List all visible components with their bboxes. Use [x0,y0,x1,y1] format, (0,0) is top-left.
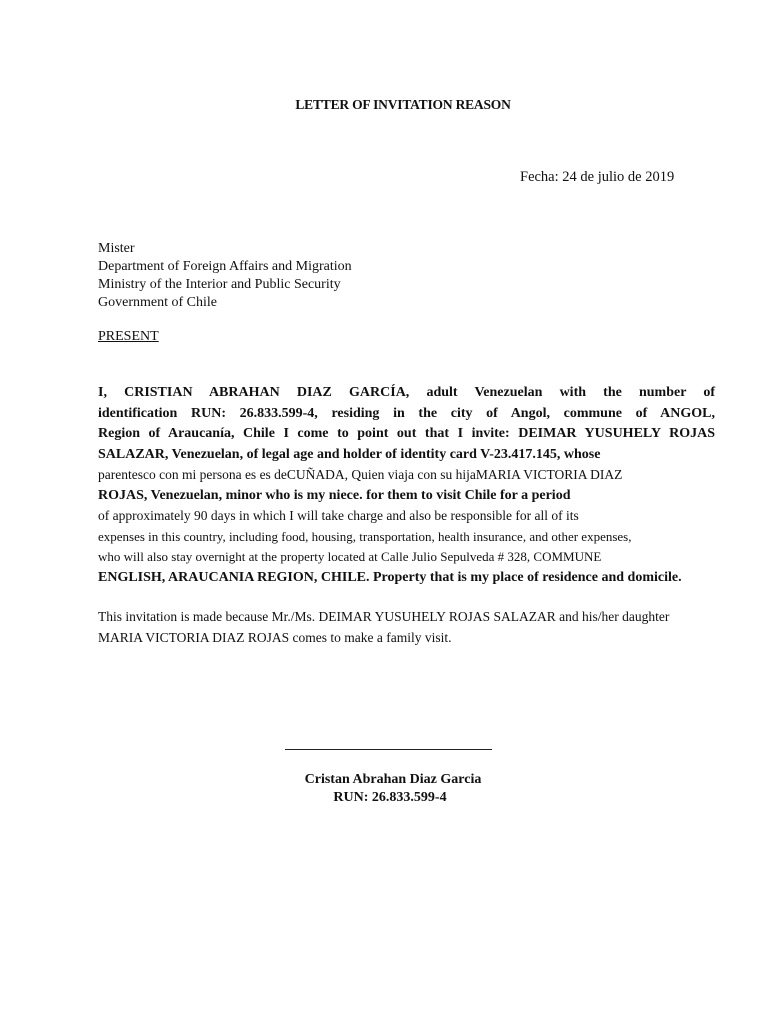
letter-date: Fecha: 24 de julio de 2019 [520,169,675,185]
recipient-line: Department of Foreign Affairs and Migration [98,259,352,274]
invitation-body [98,383,715,588]
recipient-line: Mister [98,241,135,256]
signatory-name: Cristan Abrahan Diaz Garcia [304,772,482,787]
recipient-line: Ministry of the Interior and Public Security [98,277,341,292]
purpose-paragraph: This invitation is made because Mr./Ms. DEIMAR YUSUHELY ROJAS SALAZAR and his/her daughter MARIA VICTORIA DIAZ ROJAS comes to make a family visit. [98,609,670,645]
signatory-run: RUN: 26.833.599-4 [333,790,447,805]
body-line: parentesco con mi persona es es deCUÑADA, Quien viaja con su hijaMARIA VICTORIA DIAZ [98,467,623,482]
letter-title: LETTER OF INVITATION REASON [295,97,511,112]
body-line: ENGLISH, ARAUCANIA REGION, CHILE. Property that is my place of residence and domicile. [98,569,682,585]
signature-line [285,749,492,750]
recipient-line: Government of Chile [98,295,217,310]
body-line: who will also stay overnight at the property located at Calle Julio Sepulveda # 328, COMMUNE [98,549,602,564]
body-line: identification RUN: 26.833.599-4, residing in the city of Angol, commune of ANGOL, [98,405,715,421]
body-line: I, CRISTIAN ABRAHAN DIAZ GARCÍA, adult Venezuelan with the number of [98,385,715,400]
recipient-block [98,240,352,312]
body-line: expenses in this country, including food, housing, transportation, health insurance, and other expenses, [98,528,632,544]
body-line: of approximately 90 days in which I will take charge and also be responsible for all of its [98,508,579,523]
body-line: SALAZAR, Venezuelan, of legal age and holder of identity card V-23.417.145, whose [98,446,601,462]
body-line: ROJAS, Venezuelan, minor who is my niece. for them to visit Chile for a period [98,487,571,503]
body-line: Region of Araucanía, Chile I come to point out that I invite: DEIMAR YUSUHELY ROJAS [98,426,715,441]
present-heading: PRESENT [98,329,159,344]
